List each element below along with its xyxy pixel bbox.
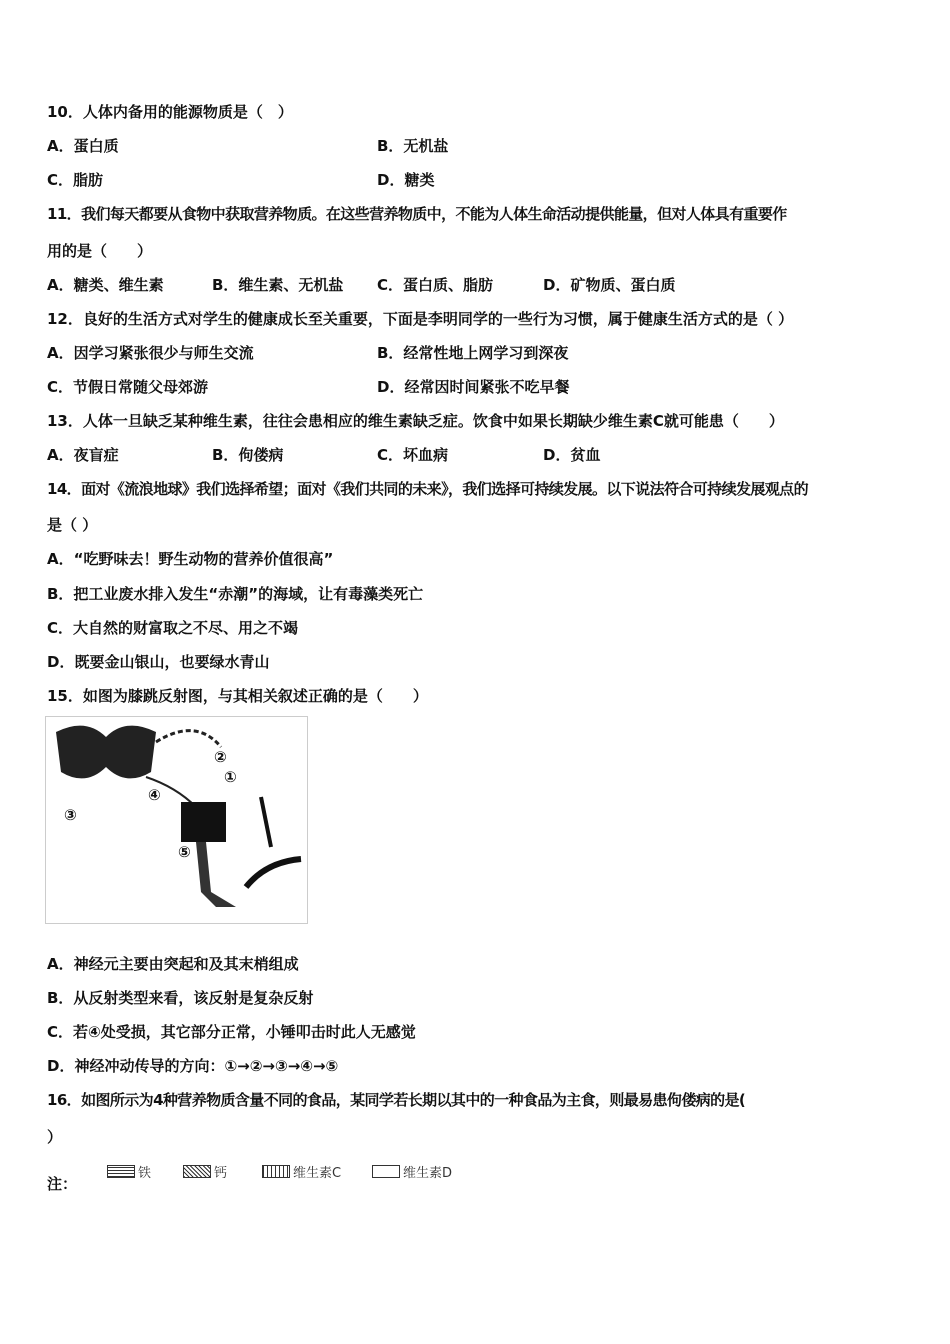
legend-calcium xyxy=(183,1162,227,1181)
q13-stem: 13．人体一旦缺乏某种维生素，往往会患相应的维生素缺乏症。饮食中如果长期缺少维生素C就可能患（ ） xyxy=(47,412,784,430)
q11-option-c: C．蛋白质、脂肪 xyxy=(377,276,494,294)
q14-option-b: B．把工业废水排入发生“赤潮”的海域，让有毒藻类死亡 xyxy=(47,585,424,603)
q11-stem: 11．我们每天都要从食物中获取营养物质。在这些营养物质中，不能为人体生命活动提供能量，但对人体具有重要作 xyxy=(47,205,787,223)
q13-option-d: D．贫血 xyxy=(543,446,601,464)
q14-stem: 14．面对《流浪地球》我们选择希望；面对《我们共同的未来》，我们选择可持续发展。以下说法符合可持续发展观点的 xyxy=(47,480,808,498)
q11-option-b: B．维生素、无机盐 xyxy=(212,276,344,294)
q16-stem: 16．如图所示为4种营养物质含量不同的食品，某同学若长期以其中的一种食品为主食，则最易患佝偻病的是( xyxy=(47,1091,746,1109)
q14-stem-cont: 是（ ） xyxy=(47,516,98,534)
legend-label: 维生素D xyxy=(403,1166,453,1181)
q10-stem: 10．人体内备用的能源物质是（ ） xyxy=(47,103,293,121)
label-1: ① xyxy=(224,768,237,786)
vitamin-d-swatch-icon xyxy=(372,1165,400,1178)
q11-stem-cont: 用的是（ ） xyxy=(47,242,153,260)
q12-stem: 12．良好的生活方式对学生的健康成长至关重要，下面是李明同学的一些行为习惯，属于健康生活方式的是（ ） xyxy=(47,310,794,328)
legend-iron xyxy=(107,1162,151,1181)
label-3: ③ xyxy=(64,806,77,824)
q11-option-a: A．糖类、维生素 xyxy=(47,276,164,294)
label-5: ⑤ xyxy=(178,843,191,861)
q11-option-d: D．矿物质、蛋白质 xyxy=(543,276,676,294)
q14-option-c: C．大自然的财富取之不尽、用之不竭 xyxy=(47,619,299,637)
q13-option-c: C．坏血病 xyxy=(377,446,449,464)
legend-label: 铁 xyxy=(138,1166,152,1181)
q15-option-d: D．神经冲动传导的方向：①→②→③→④→⑤ xyxy=(47,1057,339,1075)
legend-label: 钙 xyxy=(214,1166,228,1181)
q15-option-b: B．从反射类型来看，该反射是复杂反射 xyxy=(47,989,314,1007)
vitamin-c-swatch-icon xyxy=(262,1165,290,1178)
legend-vitamin-c xyxy=(262,1162,341,1181)
q16-stem-cont: ） xyxy=(47,1128,63,1146)
label-4: ④ xyxy=(148,786,161,804)
q12-option-d: D．经常因时间紧张不吃早餐 xyxy=(377,378,570,396)
q14-option-d: D．既要金山银山，也要绿水青山 xyxy=(47,653,270,671)
q12-option-c: C．节假日常随父母郊游 xyxy=(47,378,209,396)
iron-swatch-icon xyxy=(107,1165,135,1178)
label-2: ② xyxy=(214,748,227,766)
q16-note-label: 注： xyxy=(47,1175,78,1193)
knee-jerk-reflex-figure xyxy=(45,716,308,924)
q12-option-a: A．因学习紧张很少与师生交流 xyxy=(47,344,254,362)
q14-option-a: A．“吃野味去！野生动物的营养价值很高” xyxy=(47,550,334,568)
q13-option-a: A．夜盲症 xyxy=(47,446,119,464)
q15-stem: 15．如图为膝跳反射图，与其相关叙述正确的是（ ） xyxy=(47,687,428,705)
q10-option-a: A．蛋白质 xyxy=(47,137,119,155)
q13-option-b: B．佝偻病 xyxy=(212,446,284,464)
calcium-swatch-icon xyxy=(183,1165,211,1178)
q15-option-a: A．神经元主要由突起和及其末梢组成 xyxy=(47,955,299,973)
legend-vitamin-d xyxy=(372,1162,452,1181)
q10-option-c: C．脂肪 xyxy=(47,171,104,189)
q10-option-d: D．糖类 xyxy=(377,171,435,189)
q12-option-b: B．经常性地上网学习到深夜 xyxy=(377,344,569,362)
legend-label: 维生素C xyxy=(293,1166,342,1181)
q10-option-b: B．无机盐 xyxy=(377,137,449,155)
q15-option-c: C．若④处受损，其它部分正常，小锤叩击时此人无感觉 xyxy=(47,1023,416,1041)
